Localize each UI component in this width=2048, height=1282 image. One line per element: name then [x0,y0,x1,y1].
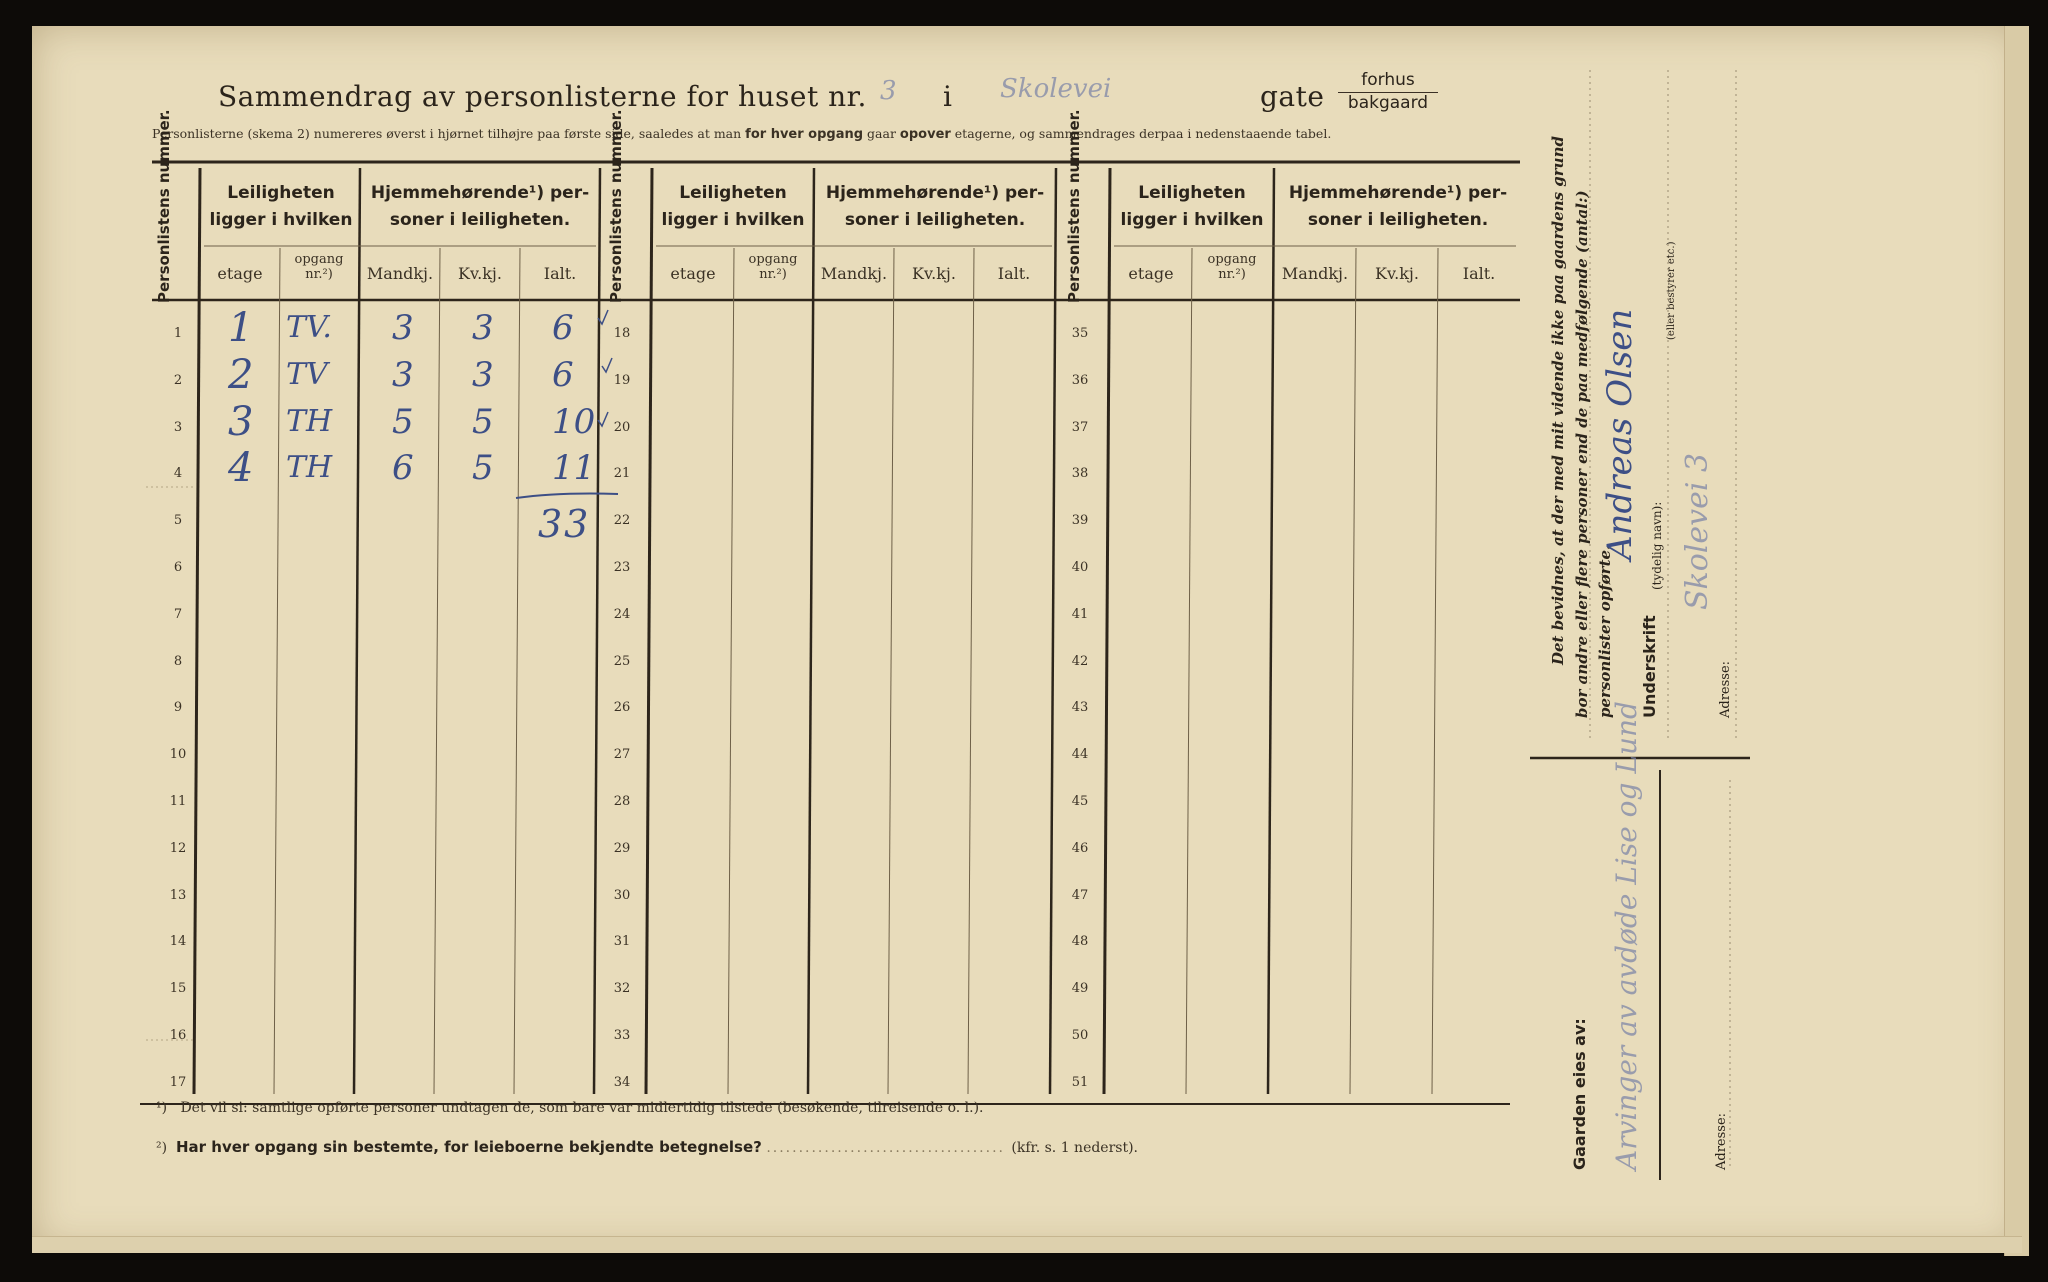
kvkj-header-2: Kv.kj. [912,264,956,283]
instruction-bold2: opover [899,127,951,142]
entry-etage: 4 [228,445,254,492]
entry-kvkj: 5 [472,401,494,442]
title-gate-word: gate [1260,80,1325,113]
row-number: 44 [1071,747,1089,763]
opgang-line2: nr.²) [305,267,333,282]
etage-header-1: etage [217,264,263,283]
row-number: 8 [173,653,183,669]
gaarden-eies-av-label: Gaarden eies av: [1570,1018,1589,1170]
mandkj-header-2: Mandkj. [820,264,888,283]
hjemme-header-2 [816,180,1054,234]
footnote-2-text: Har hver opgang sin bestemte, for leieboerne bekjendte betegnelse? [175,1138,762,1156]
ialt-header-3: Ialt. [1462,264,1496,283]
row-number: 42 [1071,653,1089,669]
row-number: 6 [173,560,183,575]
instruction-part3: etagerne, og sammendrages derpaa i nedenstaaende tabel. [954,126,1332,141]
ialt-header-1: Ialt. [543,264,577,283]
signature-handwritten: Andreas Olsen [1600,308,1640,560]
row-number: 45 [1071,794,1089,809]
row-number: 36 [1071,372,1089,388]
mandkj-header-1: Mandkj. [366,264,434,283]
adresse-label: Adresse: [1718,660,1733,718]
row-number: 14 [169,934,187,950]
opgang-line1: opgang [748,252,798,267]
hjemme-line2: soner i leiligheten. [1307,210,1489,230]
row-number: 27 [613,747,631,763]
row-number: 2 [173,372,183,388]
row-number: 19 [613,372,631,388]
hjemme-line2: soner i leiligheten. [844,210,1026,230]
opgang-line2: nr.²) [759,267,787,282]
entry-ialt: 6 [552,354,574,395]
row-number: 47 [1071,887,1089,903]
row-number: 41 [1071,606,1089,622]
etage-header-3: etage [1128,264,1174,283]
mandkj-header-3: Mandkj. [1281,264,1349,283]
leiligheten-line2: ligger i hvilken [661,210,805,230]
opgang-header-1 [280,252,358,282]
etage-header-2: etage [670,264,716,283]
bevidnes-line-1: Det bevidnes, at der med mit vidende ikke paa gaardens grund [1549,136,1567,665]
row-number: 12 [169,840,187,856]
row-number: 9 [173,700,183,716]
row-number: 3 [173,419,183,435]
entry-mandkj: 3 [392,354,414,395]
entry-ialt: 11 [552,448,596,489]
row-number: 5 [173,513,183,529]
footnote-1-text: Det vil si: samtlige opførte personer undtagen de, som bare var midlertidig tilstede (besøkende, tilreisende o. l.). [180,1100,984,1116]
leiligheten-line1: Leiligheten [679,183,787,203]
row-number: 24 [613,606,631,622]
hjemme-line2: soner i leiligheten. [389,210,571,230]
entry-opgang: TH [286,450,333,486]
house-number-handwritten: 3 [880,76,897,106]
row-number: 46 [1071,840,1089,856]
entry-kvkj: 3 [472,308,494,348]
personlistens-header-3: Personlistens nummer. [1065,109,1083,303]
leiligheten-line1: Leiligheten [1138,183,1246,203]
row-number: 30 [613,887,631,903]
row-number: 38 [1071,466,1089,482]
opgang-line2: nr.²) [1218,267,1246,282]
row-number: 11 [169,794,187,809]
row-number: 7 [173,606,183,622]
hjemme-line1: Hjemmehørende¹) per- [825,183,1045,203]
hjemme-line1: Hjemmehørende¹) per- [1288,183,1508,203]
entry-ialt: 6 [552,308,574,348]
leiligheten-line1: Leiligheten [227,183,335,203]
total-ialt-handwritten: 33 [538,502,591,546]
leiligheten-header-2 [654,180,812,234]
row-number: 51 [1071,1074,1089,1090]
kvkj-header-1: Kv.kj. [458,264,502,283]
entry-etage: 1 [228,305,254,351]
eller-bestyrer-label: (eller bestyrer etc.) [1666,241,1677,340]
row-number: 13 [169,887,187,903]
row-number: 39 [1071,513,1089,529]
hjemme-header-3 [1276,180,1520,234]
hjemme-header-1 [362,180,598,234]
entry-opgang: TV [286,356,328,392]
row-number: 50 [1071,1028,1089,1043]
forhus-label: forhus [1361,70,1415,90]
title-i-word: i [943,80,953,113]
row-number: 29 [613,840,631,856]
row-number: 17 [169,1074,187,1090]
entry-etage: 2 [228,351,254,398]
row-number: 1 [173,326,183,341]
tydelig-navn-label: (tydelig navn): [1650,501,1664,590]
row-number: 15 [169,981,187,997]
entry-mandkj: 5 [392,401,414,442]
row-number: 35 [1071,326,1089,341]
row-number: 28 [613,794,631,809]
row-number: 49 [1071,981,1089,997]
title-prefix: Sammendrag av personlisterne for huset nr. [218,80,867,113]
footnote-2-ref: (kfr. s. 1 nederst). [1011,1140,1139,1156]
footnote-2: ²) Har hver opgang sin bestemte, for leieboerne bekjendte betegnelse? ..................................... (kfr. s. 1 nederst). [156,1138,1139,1156]
row-number: 18 [613,326,631,341]
entry-opgang: TH [286,403,333,439]
kvkj-header-3: Kv.kj. [1375,264,1419,283]
footnote-1-mark: ¹) [156,1100,168,1116]
row-number: 33 [613,1028,631,1043]
row-number: 10 [169,747,187,763]
personlistens-header-1: Personlistens nummer. [155,109,173,303]
entry-mandkj: 6 [392,448,414,489]
row-number: 48 [1071,934,1089,950]
row-number: 20 [613,419,631,435]
opgang-header-3 [1192,252,1272,282]
row-number: 40 [1071,560,1089,575]
opgang-line1: opgang [294,252,344,267]
underskrift-label: Underskrift [1640,615,1659,718]
instruction-part1: Personlisterne (skema 2) numereres øverst i hjørnet tilhøjre paa første side, saaledes at man [152,126,742,141]
leiligheten-header-1 [202,180,360,234]
bakgaard-label: bakgaard [1347,93,1429,113]
instruction-bold1: for hver opgang [745,127,864,142]
footnote-2-mark: ²) [156,1140,168,1156]
leiligheten-line2: ligger i hvilken [1120,210,1264,230]
leiligheten-header-3 [1112,180,1272,234]
owner-handwritten: Arvinger av avdøde Lise og Lund [1610,701,1643,1170]
bevidnes-line-3: personlister opførte. [1596,544,1614,718]
row-number: 32 [613,981,631,997]
entry-opgang: TV. [286,310,332,345]
footnote-1 [156,1100,984,1116]
entry-ialt: 10 [552,401,596,442]
row-number: 43 [1071,700,1089,716]
opgang-header-2 [734,252,812,282]
entry-kvkj: 3 [472,354,494,395]
owner-adresse-label: Adresse: [1714,1112,1729,1170]
row-number: 31 [613,934,631,950]
entry-mandkj: 3 [392,308,414,348]
ialt-header-2: Ialt. [997,264,1031,283]
hjemme-line1: Hjemmehørende¹) per- [370,183,590,203]
opgang-line1: opgang [1207,252,1257,267]
row-number: 37 [1071,419,1089,435]
row-number: 21 [613,466,631,482]
row-number: 26 [613,700,631,716]
row-number: 23 [613,560,631,575]
personlistens-header-2: Personlistens nummer. [607,109,625,303]
entry-etage: 3 [228,398,254,445]
entry-kvkj: 5 [472,448,494,489]
bevidnes-line-2: bor andre eller flere personer end de paa medfølgende (antal:) [1573,190,1591,718]
leiligheten-line2: ligger i hvilken [209,210,353,230]
row-number: 34 [613,1074,631,1090]
instruction-part2: gaar [867,126,896,141]
street-handwritten: Skolevei [1000,74,1112,104]
row-number: 4 [173,466,183,482]
row-number: 16 [169,1028,187,1043]
row-number: 25 [613,653,631,669]
address-handwritten: Skolevei 3 [1680,452,1715,610]
row-number: 22 [613,513,631,529]
